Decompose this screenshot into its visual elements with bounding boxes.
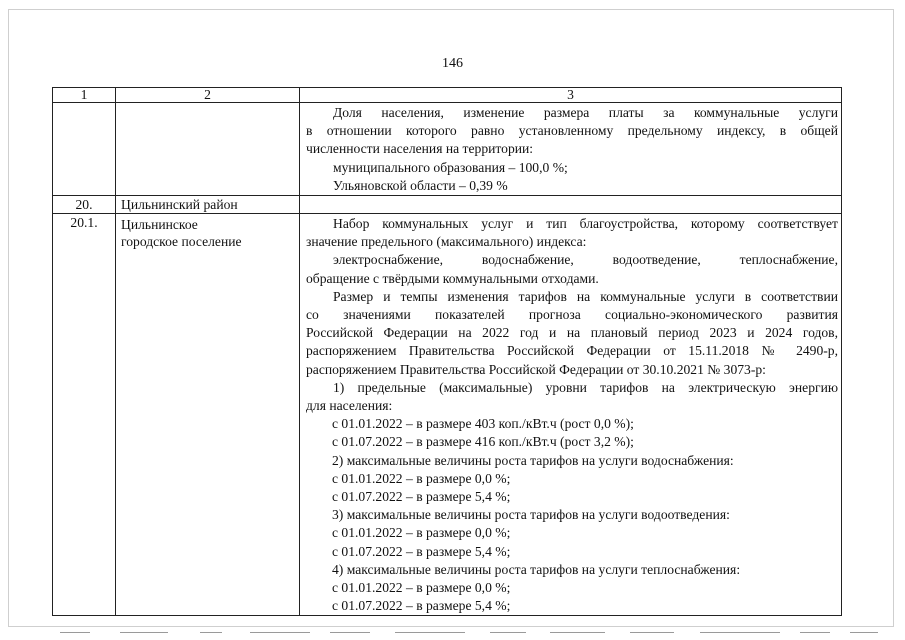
- continuation-name-cell: [116, 103, 300, 196]
- settlement-name-line-2: городское поселение: [121, 234, 242, 250]
- settlement-text-line: со значениями показателей прогноза социально-экономического развития: [306, 307, 838, 323]
- district-row: [53, 196, 842, 214]
- continuation-row: [53, 103, 842, 196]
- table-header-row: [53, 88, 842, 103]
- column-header-2: 2: [116, 88, 300, 103]
- settlement-text-line: с 01.01.2022 – в размере 0,0 %;: [332, 580, 511, 596]
- settlement-name-line-1: Цильнинское: [121, 217, 198, 233]
- continuation-text-line: численности населения на территории:: [306, 141, 534, 157]
- district-name: Цильнинский район: [116, 196, 300, 214]
- settlement-text-line: 4) максимальные величины роста тарифов на услуги теплоснабжения:: [332, 561, 741, 577]
- settlement-text-line: 3) максимальные величины роста тарифов на услуги водоотведения:: [332, 507, 730, 523]
- column-header-1: 1: [53, 88, 116, 103]
- tariff-table: [52, 87, 842, 616]
- settlement-row: [53, 214, 842, 616]
- continuation-num-cell: [53, 103, 116, 196]
- settlement-text-line: с 01.01.2022 – в размере 403 коп./кВт.ч (рост 0,0 %);: [332, 416, 634, 432]
- district-text-cell: [300, 196, 842, 214]
- page-number: 146: [442, 56, 463, 71]
- settlement-text-line: электроснабжение, водоснабжение, водоотведение, теплоснабжение,: [333, 252, 838, 268]
- settlement-text-line: распоряжением Правительства Российской Федерации от 15.11.2018 № 2490-р,: [306, 343, 838, 359]
- continuation-text-line: в отношении которого равно установленному предельному индексу, в общей: [306, 123, 838, 139]
- settlement-text-line: с 01.07.2022 – в размере 416 коп./кВт.ч (рост 3,2 %);: [332, 434, 634, 450]
- settlement-text-line: Размер и темпы изменения тарифов на коммунальные услуги в соответствии: [333, 288, 838, 304]
- settlement-text-line: с 01.01.2022 – в размере 0,0 %;: [332, 470, 511, 486]
- scan-artifact-strip: [0, 626, 905, 640]
- settlement-text-line: Российской Федерации на 2022 год и на плановый период 2023 и 2024 годов,: [306, 325, 838, 341]
- settlement-text-line: 1) предельные (максимальные) уровни тарифов на электрическую энергию: [333, 379, 838, 395]
- settlement-text-line: с 01.07.2022 – в размере 5,4 %;: [332, 489, 511, 505]
- settlement-text-line: распоряжением Правительства Российской Федерации от 30.10.2021 № 3073-р:: [306, 361, 766, 377]
- continuation-text-line: Доля населения, изменение размера платы за коммунальные услуги: [333, 105, 838, 120]
- settlement-text-line: с 01.07.2022 – в размере 5,4 %;: [332, 598, 511, 614]
- settlement-name: [116, 214, 300, 616]
- continuation-text-line: муниципального образования – 100,0 %;: [333, 159, 568, 175]
- settlement-text-line: для населения:: [306, 398, 393, 414]
- settlement-text-line: с 01.01.2022 – в размере 0,0 %;: [332, 525, 511, 541]
- settlement-text-line: с 01.07.2022 – в размере 5,4 %;: [332, 543, 511, 559]
- settlement-number: 20.1.: [53, 214, 116, 616]
- settlement-text-line: 2) максимальные величины роста тарифов на услуги водоснабжения:: [332, 452, 734, 468]
- continuation-text-cell: [300, 103, 842, 196]
- settlement-text-line: значение предельного (максимального) индекса:: [306, 234, 587, 250]
- settlement-text-line: Набор коммунальных услуг и тип благоустройства, которому соответствует: [333, 216, 838, 232]
- district-number: 20.: [53, 196, 116, 214]
- column-header-3: 3: [300, 88, 842, 103]
- settlement-text-cell: [300, 214, 842, 616]
- continuation-text-line: Ульяновской области – 0,39 %: [333, 177, 508, 193]
- settlement-text-line: обращение с твёрдыми коммунальными отходами.: [306, 270, 599, 286]
